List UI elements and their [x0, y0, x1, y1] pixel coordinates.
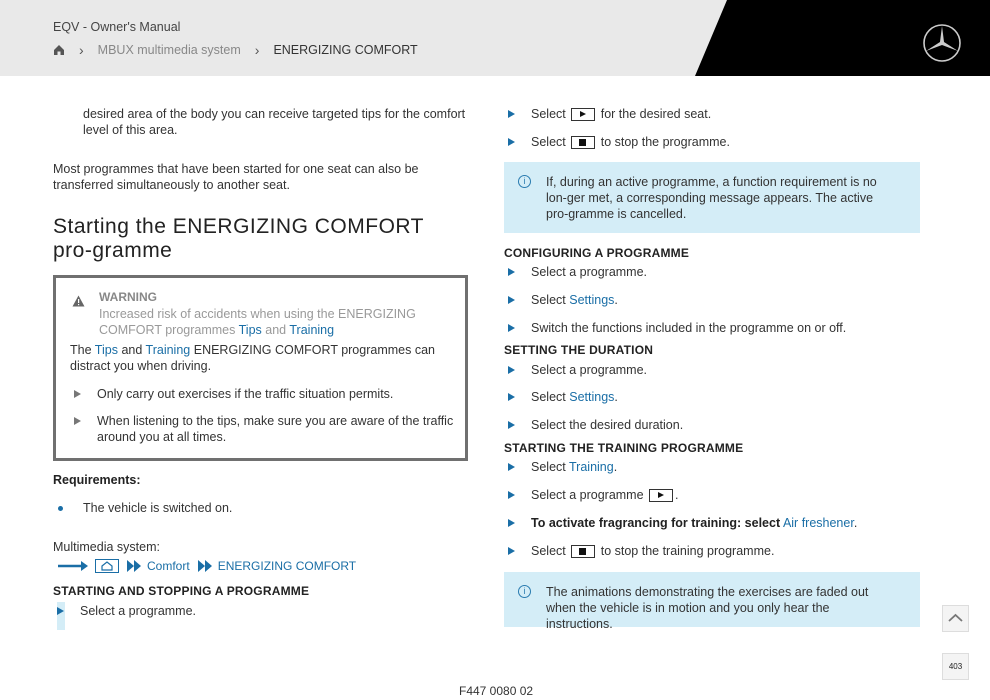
step-tr-training: Select Training. [508, 459, 617, 475]
settings-link[interactable]: Settings [569, 390, 615, 404]
play-key-icon[interactable] [649, 489, 673, 502]
info-icon: i [518, 175, 531, 188]
step-stop-programme: Select to stop the programme. [508, 134, 730, 150]
stop-key-icon[interactable] [571, 136, 595, 149]
breadcrumb-item-mbux[interactable]: MBUX multimedia system [97, 43, 241, 57]
air-freshener-link[interactable]: Air freshener [782, 516, 854, 530]
home-icon[interactable] [53, 44, 65, 56]
step-cfg-settings: Select Settings. [508, 292, 618, 308]
training-link[interactable]: Training [569, 460, 614, 474]
step-select-programme: Select a programme. [57, 603, 196, 619]
warning-item: When listening to the tips, make sure you are aware of the traffic around you at all times. [74, 413, 454, 445]
warning-body: The Tips and Training ENERGIZING COMFORT programmes can distract you when driving. [70, 343, 435, 373]
info-box-animations: i The animations demonstrating the exercises are faded out when the vehicle is in motion and you only hear the instructions. [504, 572, 920, 627]
path-comfort[interactable]: Comfort [147, 559, 190, 573]
chevron-right-icon: › [79, 42, 84, 58]
step-dur-settings: Select Settings. [508, 389, 618, 405]
home-icon[interactable] [95, 559, 119, 573]
scroll-to-top-button[interactable] [942, 605, 969, 632]
subheading-duration: SETTING THE DURATION [504, 343, 654, 357]
page-number-button[interactable] [942, 653, 969, 680]
navigation-path [57, 559, 356, 573]
section-heading: Starting the ENERGIZING COMFORT pro-gramme [53, 215, 424, 262]
intro-paragraph-continued: desired area of the body you can receive targeted tips for the comfort level of this area. [83, 107, 466, 137]
manual-title: EQV - Owner's Manual [53, 20, 181, 34]
subheading-configuring: CONFIGURING A PROGRAMME [504, 246, 690, 260]
step-tr-programme: Select a programme . [508, 487, 679, 503]
figure-code: F447 0080 02 [459, 684, 534, 698]
warning-triangle-icon [72, 295, 85, 307]
subheading-start-stop: STARTING AND STOPPING A PROGRAMME [53, 584, 310, 598]
info-box-cancel: i If, during an active programme, a function requirement is no lon-ger met, a corresponding message appears. The active pro-gramme is cancelled. [504, 162, 920, 233]
requirements-label: Requirements: [53, 473, 141, 487]
chevron-up-icon [943, 606, 968, 631]
step-cfg-select: Select a programme. [508, 264, 647, 280]
step-tr-stop: Select to stop the training programme. [508, 543, 774, 559]
warning-title: WARNING [99, 290, 157, 304]
step-tr-fragrance: To activate fragrancing for training: select Air freshener. [508, 515, 857, 531]
multimedia-label: Multimedia system: [53, 540, 160, 554]
header-bar [0, 0, 990, 76]
step-select-seat: Select for the desired seat. [508, 106, 711, 122]
double-chevron-icon [198, 560, 214, 572]
settings-link[interactable]: Settings [569, 293, 615, 307]
subheading-training: STARTING THE TRAINING PROGRAMME [504, 441, 744, 455]
requirement-item: The vehicle is switched on. [58, 501, 232, 515]
step-dur-select: Select a programme. [508, 362, 647, 378]
arrow-right-icon [57, 559, 91, 573]
brand-star-logo [922, 23, 962, 63]
path-energizing-comfort[interactable]: ENERGIZING COMFORT [217, 559, 357, 573]
training-link[interactable]: Training [145, 343, 191, 357]
stop-key-icon[interactable] [571, 545, 595, 558]
info-icon: i [518, 585, 531, 598]
breadcrumb-item-current: ENERGIZING COMFORT [273, 43, 418, 57]
tips-link[interactable]: Tips [94, 343, 118, 357]
warning-box [53, 275, 468, 461]
play-key-icon[interactable] [571, 108, 595, 121]
step-dur-duration: Select the desired duration. [508, 417, 683, 433]
double-chevron-icon [127, 560, 143, 572]
step-cfg-switch: Switch the functions included in the programme on or off. [508, 320, 846, 336]
intro-paragraph-transfer: Most programmes that have been started for one seat can also be transferred simultaneously to another seat. [53, 162, 419, 192]
warning-risk: Increased risk of accidents when using the ENERGIZING COMFORT programmes Tips and Training [99, 307, 416, 337]
warning-item: Only carry out exercises if the traffic situation permits. [74, 386, 454, 402]
page-number-badge: 403 [948, 662, 963, 671]
breadcrumb [53, 42, 418, 58]
chevron-right-icon: › [254, 42, 260, 58]
